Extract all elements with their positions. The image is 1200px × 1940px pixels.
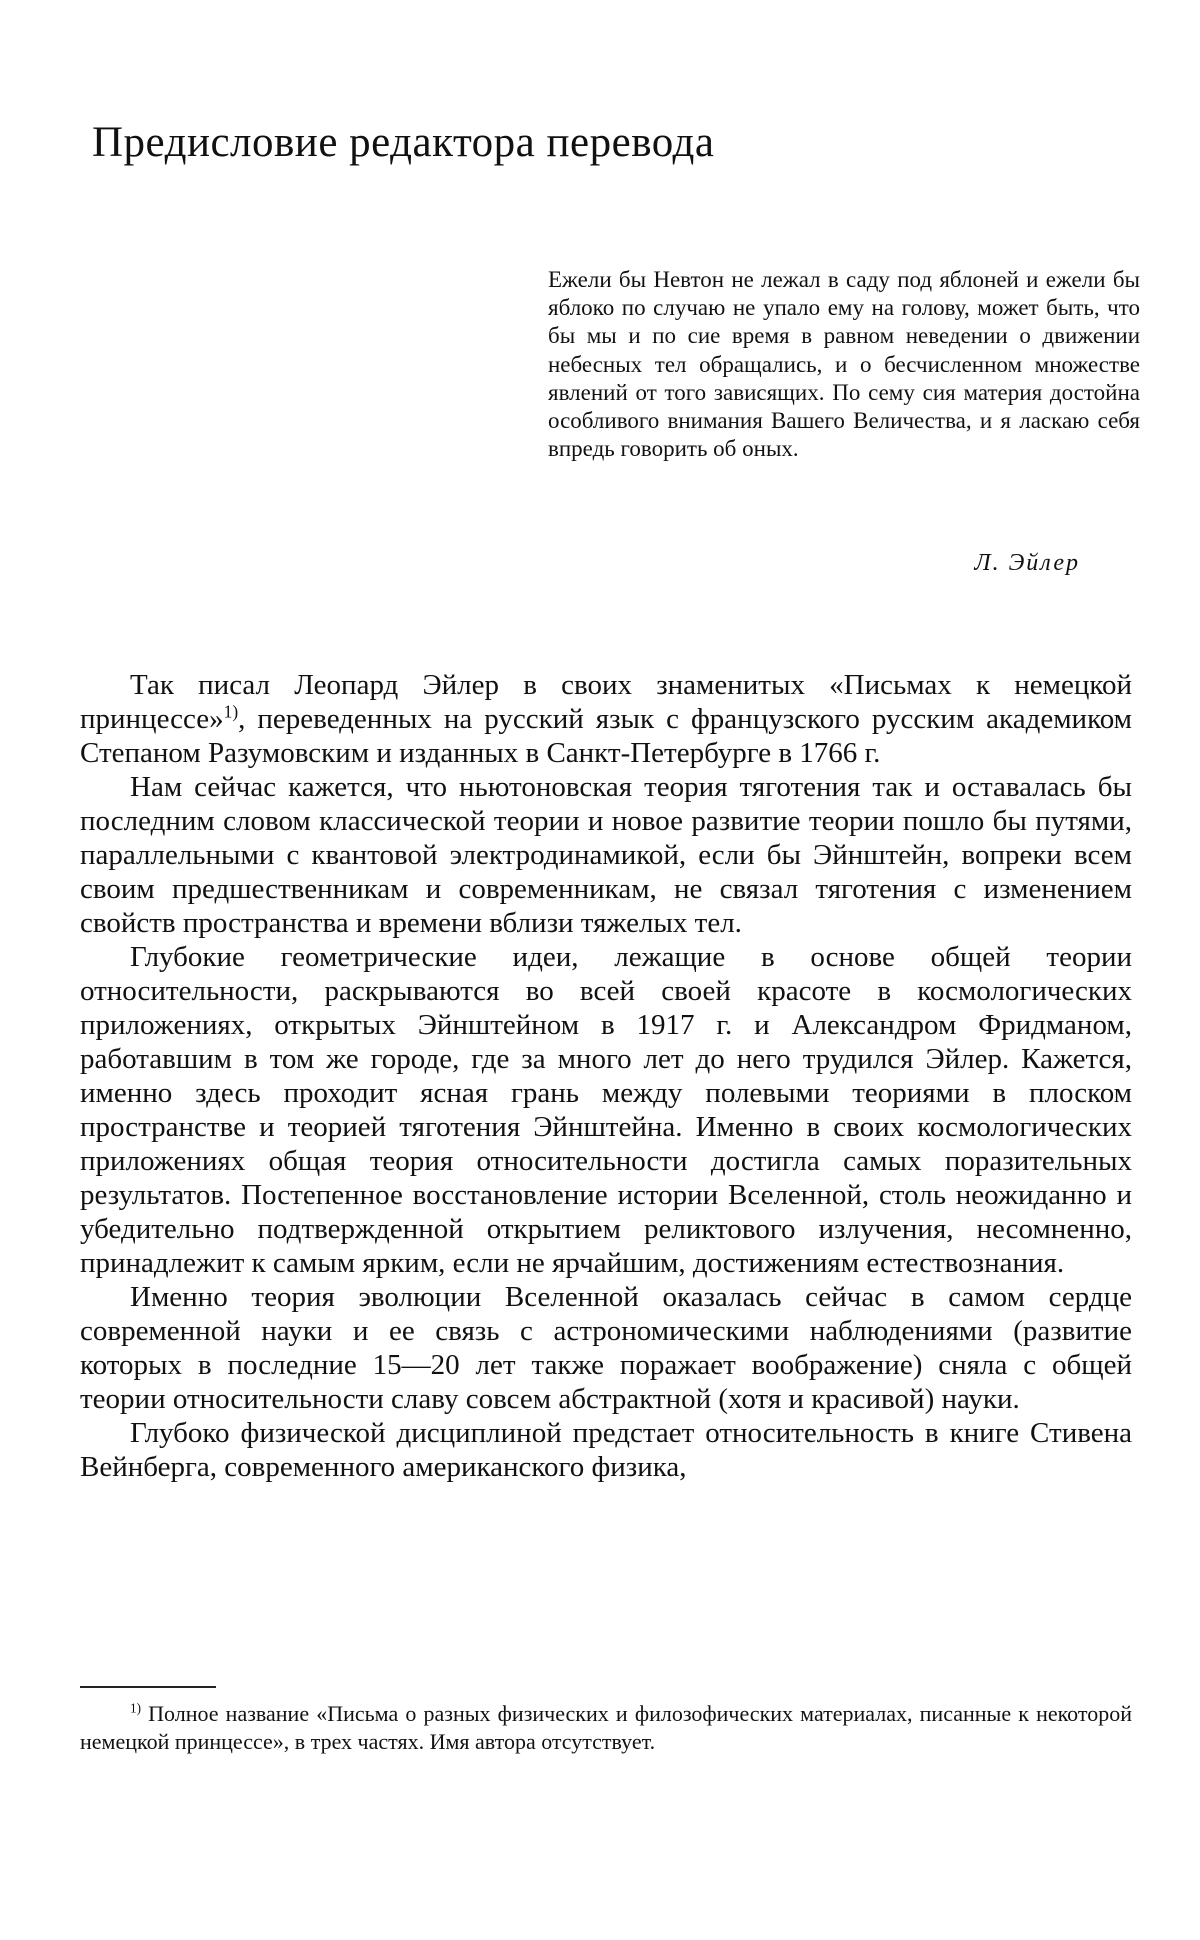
epigraph-text: Ежели бы Невтон не лежал в саду под яблоней и ежели бы яблоко по случаю не упало ему на голову, может быть, что бы мы и по сие время в равном неведении о движении небесных тел обращались, и о бесчисленном множестве явлений от того зависящих. По сему сия материя достойна особливого внимания Вашего Величества, и я ласкаю себя впредь говорить об оных. xyxy=(548,267,1140,462)
footnote-reference: 1) xyxy=(223,701,239,722)
paragraph: Глубокие геометрические идеи, лежащие в основе общей теории относительности, раскрываются во всей своей красоте в космологических приложениях, открытых Эйнштейном в 1917 г. и Александром Фридманом, работавшим в том же городе, где за много лет до него трудился Эйлер. Кажется, именно здесь проходит ясная грань между полевыми теориями в плоском пространстве и теорией тяготения Эйнштейна. Именно в своих космологических приложениях общая теория относительности достигла самых поразительных результатов. Постепенное восстановление истории Вселенной, столь неожиданно и убедительно подтвержденной открытием реликтового излучения, несомненно, принадлежит к самым ярким, если не ярчайшим, достижениям естествознания. xyxy=(80,941,1132,1279)
footnote xyxy=(80,1700,1132,1756)
paragraph: Нам сейчас кажется, что ньютоновская теория тяготения так и оставалась бы последним словом классической теории и новое развитие теории пошло бы путями, параллельными с квантовой электродинамикой, если бы Эйнштейн, вопреки всем своим предшественникам и современникам, не связал тяготения с изменением свойств пространства и времени вблизи тяжелых тел. xyxy=(80,771,1132,939)
footnote-divider xyxy=(80,1686,216,1688)
page-title: Предисловие редактора перевода xyxy=(92,119,715,166)
paragraph: Именно теория эволюции Вселенной оказалась сейчас в самом сердце современной науки и ее связь с астрономическими наблюдениями (развитие которых в последние 15—20 лет также поражает воображение) сняла с общей теории относительности славу совсем абстрактной (хотя и красивой) науки. xyxy=(80,1281,1132,1415)
paragraph-text: , переведенных на русский язык с французского русским академиком Степаном Разумовским и изданных в Санкт-Петербурге в 1766 г. xyxy=(80,703,1132,769)
paragraph: Глубоко физической дисциплиной предстает относительность в книге Стивена Вейнберга, современного американского физика, xyxy=(80,1417,1132,1483)
footnote-text: Полное название «Письма о разных физических и филозофических материалах, писанные к некоторой немецкой принцессе», в трех частях. Имя автора отсутствует. xyxy=(80,1701,1132,1754)
paragraph-text: Так писал Леопард Эйлер в своих знаменитых «Письмах к немецкой принцессе» xyxy=(80,669,1132,735)
main-text xyxy=(80,668,1132,1484)
epigraph-author: Л. Эйлер xyxy=(974,550,1080,576)
footnote-mark: 1) xyxy=(130,1700,141,1716)
paragraph xyxy=(80,668,1132,770)
